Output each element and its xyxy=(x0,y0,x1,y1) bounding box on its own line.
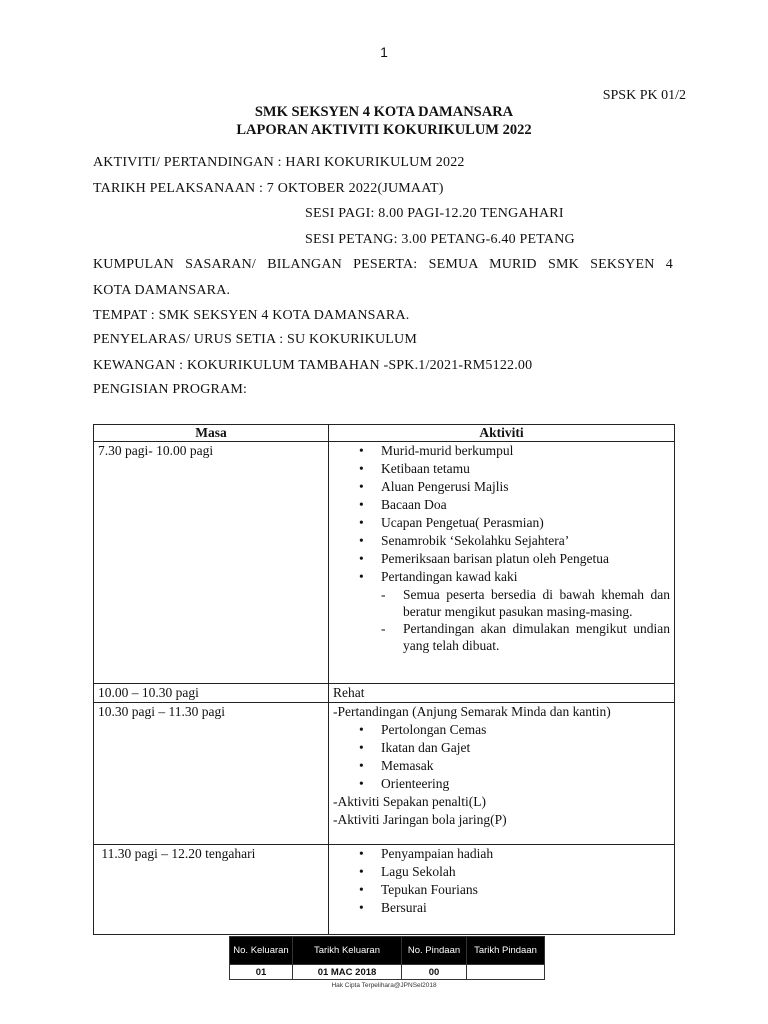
list-item: • Senamrobik ‘Sekolahku Sejahtera’ xyxy=(359,532,670,550)
control-header-row xyxy=(230,937,545,965)
time-cell xyxy=(94,845,329,935)
document-code: SPSK PK 01/2 xyxy=(602,88,686,103)
program-content-heading: PENGISIAN PROGRAM: xyxy=(93,382,248,397)
venue-line: TEMPAT : SMK SEKSYEN 4 KOTA DAMANSARA. xyxy=(93,308,410,323)
list-item: • Murid-murid berkumpul xyxy=(359,442,670,460)
activity-cell xyxy=(329,442,675,684)
sub-list-item: - Pertandingan akan dimulakan mengikut undian yang telah dibuat. xyxy=(381,620,670,654)
column-header-masa: Masa xyxy=(94,425,329,442)
sub-activity-list xyxy=(333,586,670,654)
list-item: • Ikatan dan Gajet xyxy=(359,739,670,757)
break-text: Rehat xyxy=(333,685,365,700)
report-title: LAPORAN AKTIVITI KOKURIKULUM 2022 xyxy=(236,122,532,138)
control-value: 01 MAC 2018 xyxy=(293,965,402,980)
activity-list xyxy=(333,845,670,917)
list-item: • Aluan Pengerusi Majlis xyxy=(359,478,670,496)
morning-session-line: SESI PAGI: 8.00 PAGI-12.20 TENGAHARI xyxy=(305,206,564,221)
target-group-line-2: KOTA DAMANSARA. xyxy=(93,283,231,298)
time-cell xyxy=(94,703,329,845)
time-cell xyxy=(94,684,329,703)
activity-cell xyxy=(329,684,675,703)
activity-list xyxy=(333,721,670,793)
table-row xyxy=(94,442,675,684)
activity-note: -Aktiviti Sepakan penalti(L) xyxy=(333,794,486,809)
list-item: • Bacaan Doa xyxy=(359,496,670,514)
copyright-note: Hak Cipta Terpelihara@JPNSel2018 xyxy=(331,982,437,989)
time-text: 7.30 pagi- 10.00 pagi xyxy=(98,443,214,458)
time-cell xyxy=(94,442,329,684)
afternoon-session-line: SESI PETANG: 3.00 PETANG-6.40 PETANG xyxy=(305,232,575,247)
control-header: No. Pindaan xyxy=(402,937,467,965)
program-table xyxy=(93,424,675,935)
document-control-table xyxy=(229,936,545,980)
control-header: Tarikh Pindaan xyxy=(467,937,545,965)
column-header-aktiviti: Aktiviti xyxy=(329,425,675,442)
page-number: 1 xyxy=(380,44,388,60)
time-text: 10.30 pagi – 11.30 pagi xyxy=(98,704,225,719)
finance-line: KEWANGAN : KOKURIKULUM TAMBAHAN -SPK.1/2021-RM5122.00 xyxy=(93,358,533,373)
list-item: • Ucapan Pengetua( Perasmian) xyxy=(359,514,670,532)
activity-list xyxy=(333,442,670,586)
competition-lead: -Pertandingan (Anjung Semarak Minda dan kantin) xyxy=(333,704,611,719)
list-item: • Ketibaan tetamu xyxy=(359,460,670,478)
table-row xyxy=(94,845,675,935)
table-header-row xyxy=(94,425,675,442)
list-item: • Penyampaian hadiah xyxy=(359,845,670,863)
activity-note: -Aktiviti Jaringan bola jaring(P) xyxy=(333,812,507,827)
control-value: 00 xyxy=(402,965,467,980)
list-item: • Pertolongan Cemas xyxy=(359,721,670,739)
activity-cell xyxy=(329,703,675,845)
control-header: No. Keluaran xyxy=(230,937,293,965)
activity-line: AKTIVITI/ PERTANDINGAN : HARI KOKURIKULUM 2022 xyxy=(93,155,465,170)
time-text: 10.00 – 10.30 pagi xyxy=(98,685,199,700)
control-value-row xyxy=(230,965,545,980)
coordinator-line: PENYELARAS/ URUS SETIA : SU KOKURIKULUM xyxy=(93,332,417,347)
table-row xyxy=(94,703,675,845)
table-row xyxy=(94,684,675,703)
target-group-line: KUMPULAN SASARAN/ BILANGAN PESERTA: SEMUA MURID SMK SEKSYEN 4 xyxy=(93,257,673,272)
time-text: 11.30 pagi – 12.20 tengahari xyxy=(98,846,256,861)
control-value: 01 xyxy=(230,965,293,980)
sub-list-item: - Semua peserta bersedia di bawah khemah dan beratur mengikut pasukan masing-masing. xyxy=(381,586,670,620)
list-item: • Bersurai xyxy=(359,899,670,917)
activity-cell xyxy=(329,845,675,935)
list-item: • Pemeriksaan barisan platun oleh Pengetua xyxy=(359,550,670,568)
list-item: • Orienteering xyxy=(359,775,670,793)
list-item: • Memasak xyxy=(359,757,670,775)
school-title: SMK SEKSYEN 4 KOTA DAMANSARA xyxy=(254,104,514,120)
date-line: TARIKH PELAKSANAAN : 7 OKTOBER 2022(JUMAAT) xyxy=(93,181,444,196)
list-item: • Lagu Sekolah xyxy=(359,863,670,881)
control-value xyxy=(467,965,545,980)
list-item: • Pertandingan kawad kaki xyxy=(359,568,670,586)
list-item: • Tepukan Fourians xyxy=(359,881,670,899)
control-header: Tarikh Keluaran xyxy=(293,937,402,965)
